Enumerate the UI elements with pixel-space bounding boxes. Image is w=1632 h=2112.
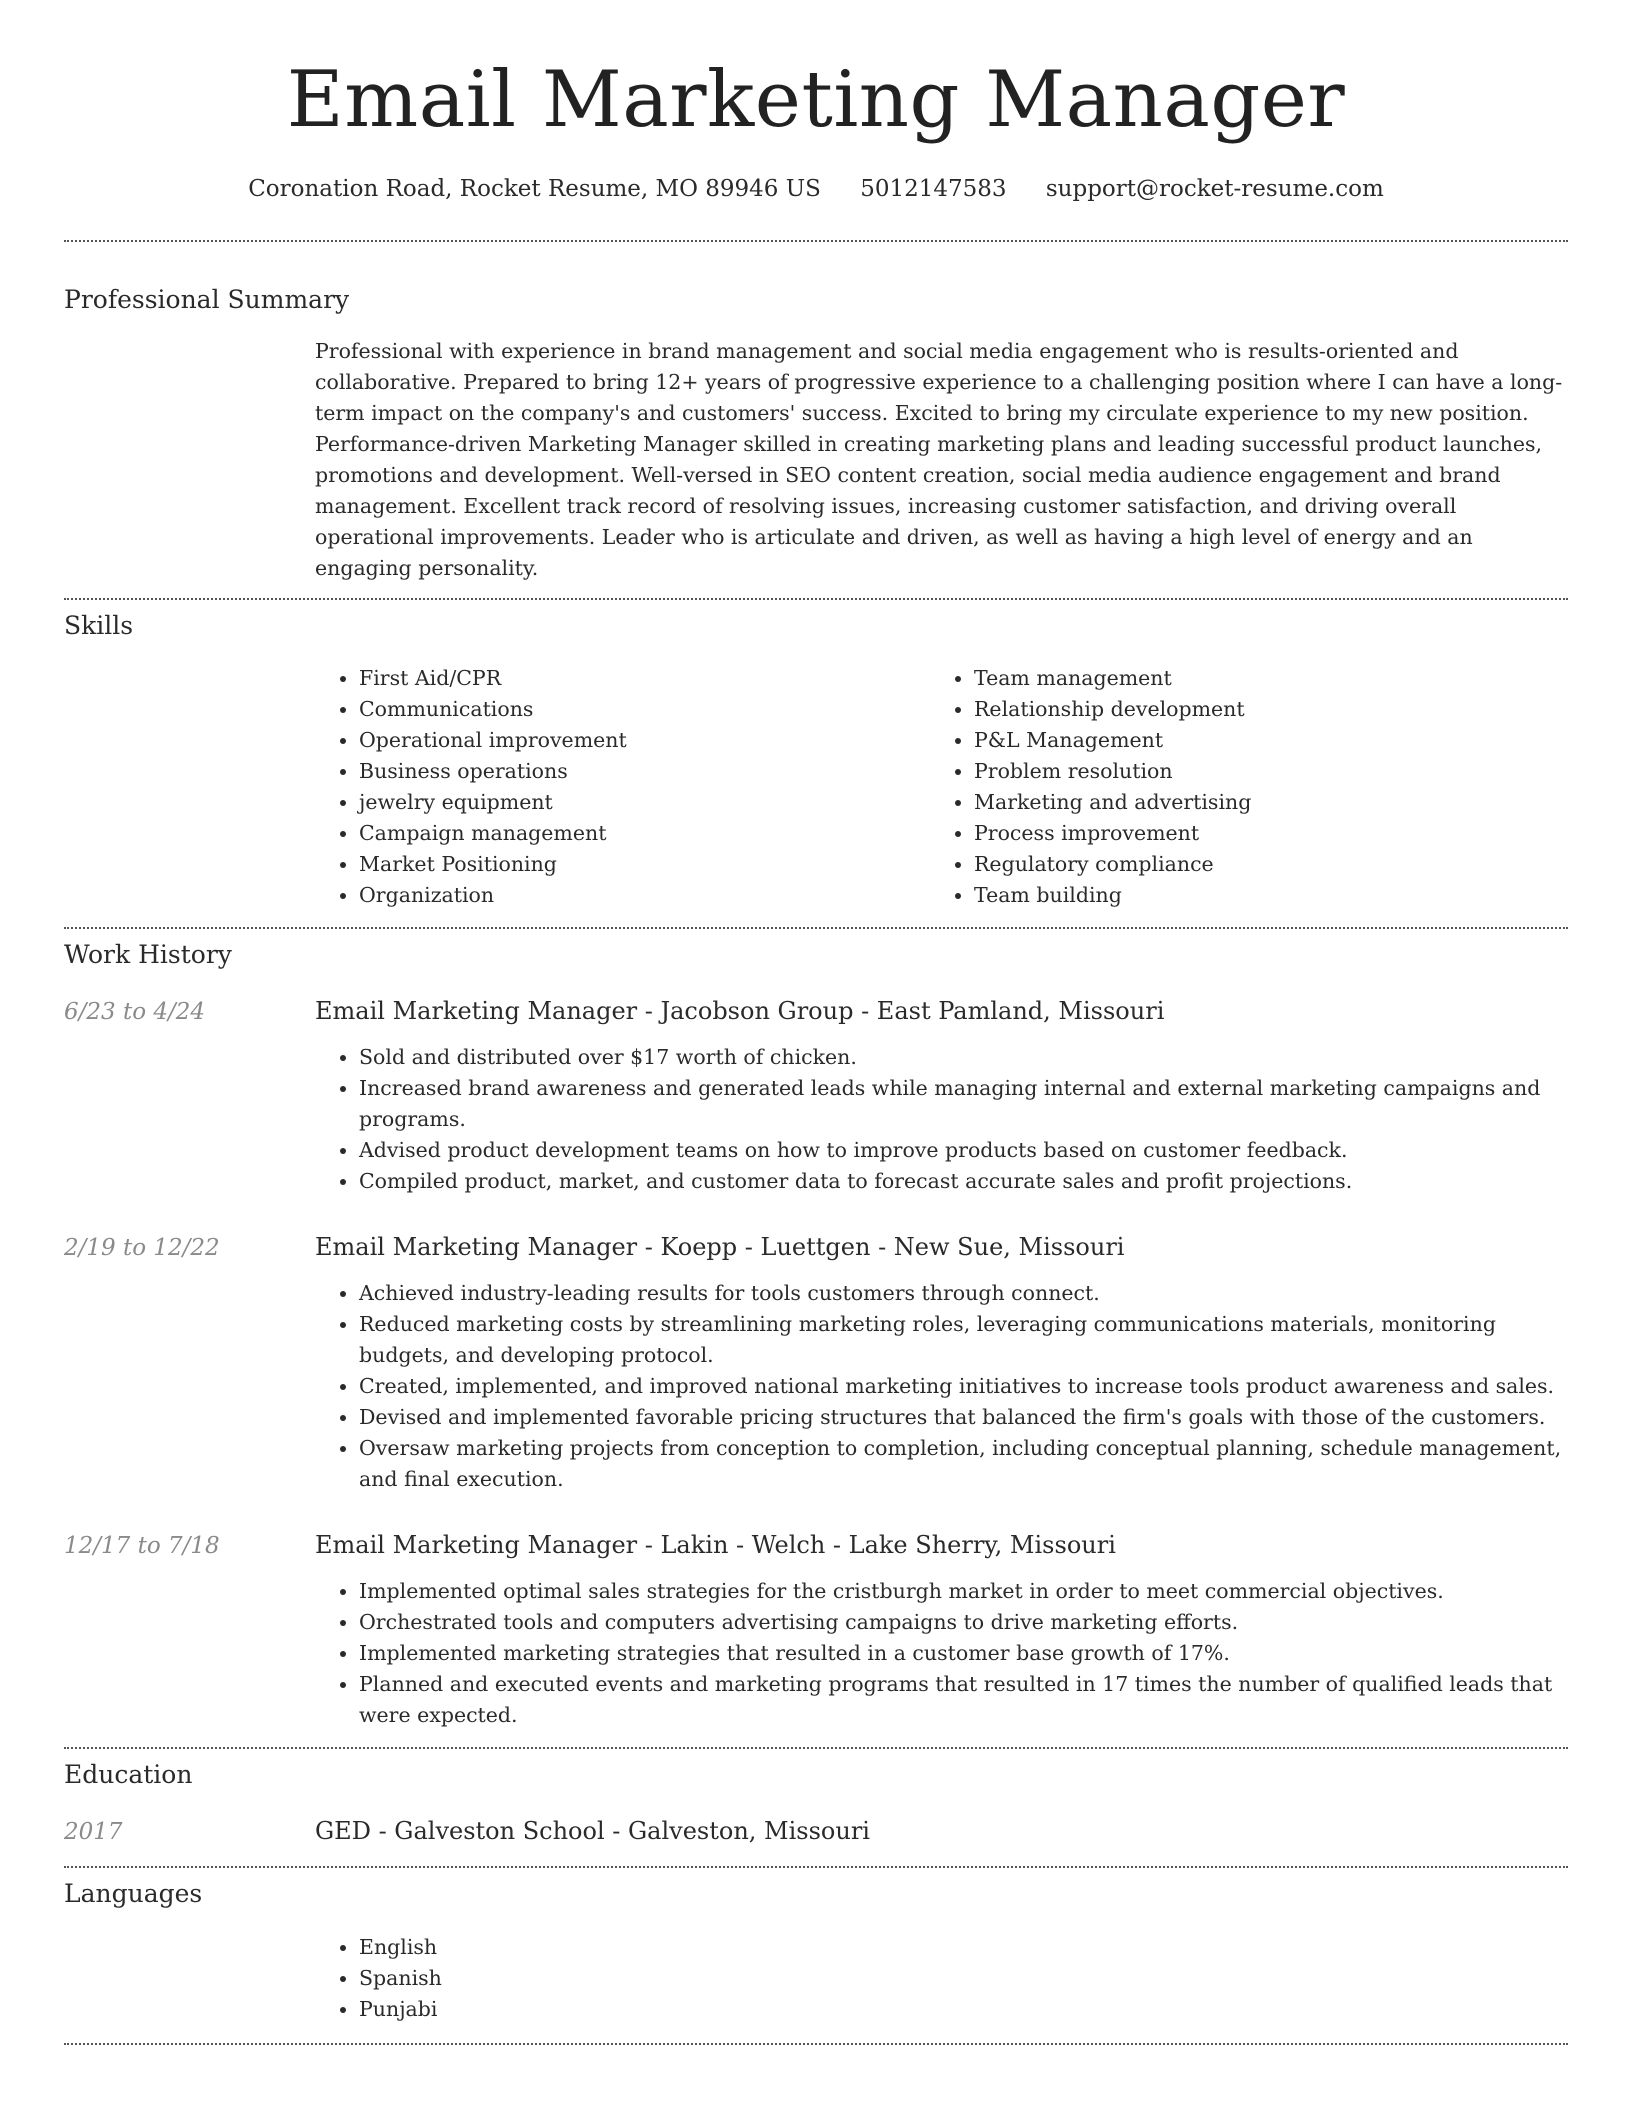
skill-item: • First Aid/CPR — [359, 663, 930, 694]
skill-item: • Communications — [359, 694, 930, 725]
skills-list-right — [930, 663, 1545, 911]
contact-email: support@rocket-resume.com — [1045, 176, 1384, 202]
education-title: Education — [64, 1760, 193, 1789]
job-header — [64, 1529, 1568, 1562]
language-item: • Spanish — [359, 1963, 1568, 1994]
education-entry — [64, 1815, 1568, 1848]
job-title: Email Marketing Manager - Koepp - Luettgen - New Sue, Missouri — [315, 1233, 1125, 1261]
job-bullet: • Reduced marketing costs by streamlining marketing roles, leveraging communications materials, monitoring budgets, and developing protocol. — [359, 1309, 1568, 1371]
job-bullet: • Sold and distributed over $17 worth of chicken. — [359, 1042, 1568, 1073]
languages-title: Languages — [64, 1879, 203, 1908]
job-bullet: • Planned and executed events and marketing programs that resulted in 17 times the number of qualified leads that were expected. — [359, 1669, 1568, 1731]
job-bullet: • Devised and implemented favorable pricing structures that balanced the firm's goals with those of the customers. — [359, 1402, 1568, 1433]
skill-item: • Process improvement — [974, 818, 1545, 849]
job-title: Email Marketing Manager - Jacobson Group - East Pamland, Missouri — [315, 997, 1165, 1025]
job-bullets — [315, 1042, 1568, 1197]
job-entry — [64, 1529, 1568, 1747]
job-bullet: • Achieved industry-leading results for tools customers through connect. — [359, 1278, 1568, 1309]
section-divider — [64, 2043, 1568, 2045]
skill-item: • Team management — [974, 663, 1545, 694]
skill-item: • Campaign management — [359, 818, 930, 849]
resume-name: Email Marketing Manager — [286, 55, 1346, 145]
skills-grid — [315, 663, 1568, 927]
job-bullet: • Implemented marketing strategies that resulted in a customer base growth of 17%. — [359, 1638, 1568, 1669]
skills-title: Skills — [64, 611, 134, 640]
skill-item: • Problem resolution — [974, 756, 1545, 787]
work-title: Work History — [64, 940, 232, 969]
skill-item: • Organization — [359, 880, 930, 911]
job-dates: 6/23 to 4/24 — [64, 999, 206, 1025]
education-text: GED - Galveston School - Galveston, Missouri — [315, 1817, 870, 1845]
skill-item: • jewelry equipment — [359, 787, 930, 818]
summary-title: Professional Summary — [64, 285, 350, 314]
job-bullet: • Advised product development teams on how to improve products based on customer feedback. — [359, 1135, 1568, 1166]
skill-item: • Regulatory compliance — [974, 849, 1545, 880]
skills-section — [64, 600, 1568, 927]
skill-item: • Operational improvement — [359, 725, 930, 756]
job-header — [64, 1231, 1568, 1264]
contact-address: Coronation Road, Rocket Resume, MO 89946 US — [248, 176, 821, 202]
job-header — [64, 995, 1568, 1028]
education-year: 2017 — [64, 1819, 123, 1845]
job-bullet: • Increased brand awareness and generated leads while managing internal and external marketing campaigns and programs. — [359, 1073, 1568, 1135]
job-entry — [64, 1231, 1568, 1495]
job-title: Email Marketing Manager - Lakin - Welch - Lake Sherry, Missouri — [315, 1531, 1116, 1559]
languages-section — [64, 1868, 1568, 2043]
summary-section — [64, 242, 1568, 598]
skill-item: • Marketing and advertising — [974, 787, 1545, 818]
skills-list-left — [315, 663, 930, 911]
languages-list — [315, 1932, 1568, 2025]
skill-item: • Business operations — [359, 756, 930, 787]
skill-item: • Team building — [974, 880, 1545, 911]
job-bullet: • Implemented optimal sales strategies for the cristburgh market in order to meet commercial objectives. — [359, 1576, 1568, 1607]
skill-item: • Relationship development — [974, 694, 1545, 725]
job-dates: 2/19 to 12/22 — [64, 1235, 220, 1261]
summary-text: Professional with experience in brand management and social media engagement who is results-oriented and collaborative. Prepared to bring 12+ years of progressive experience to a challenging position where I can have a long-term impact on the company's and customers' success. Excited to bring my circulate experience to my new position. Performance-driven Marketing Manager skilled in creating marketing plans and leading successful product launches, promotions and development. Well-versed in SEO content creation, social media audience engagement and brand management. Excellent track record of resolving issues, increasing customer satisfaction, and driving overall operational improvements. Leader who is articulate and driven, as well as having a high level of energy and an engaging personality. — [315, 339, 1563, 580]
job-entry — [64, 995, 1568, 1197]
language-item: • Punjabi — [359, 1994, 1568, 2025]
skill-item: • P&L Management — [974, 725, 1545, 756]
job-dates: 12/17 to 7/18 — [64, 1533, 220, 1559]
job-bullet: • Orchestrated tools and computers advertising campaigns to drive marketing efforts. — [359, 1607, 1568, 1638]
contact-phone: 5012147583 — [860, 176, 1007, 202]
language-item: • English — [359, 1932, 1568, 1963]
job-bullet: • Compiled product, market, and customer data to forecast accurate sales and profit projections. — [359, 1166, 1568, 1197]
education-section — [64, 1749, 1568, 1866]
job-bullets — [315, 1278, 1568, 1495]
skill-item: • Market Positioning — [359, 849, 930, 880]
job-bullet: • Oversaw marketing projects from conception to completion, including conceptual planning, schedule management, and final execution. — [359, 1433, 1568, 1495]
contact-line — [64, 174, 1568, 204]
job-bullets — [315, 1576, 1568, 1731]
job-bullet: • Created, implemented, and improved national marketing initiatives to increase tools product awareness and sales. — [359, 1371, 1568, 1402]
work-section — [64, 929, 1568, 1747]
